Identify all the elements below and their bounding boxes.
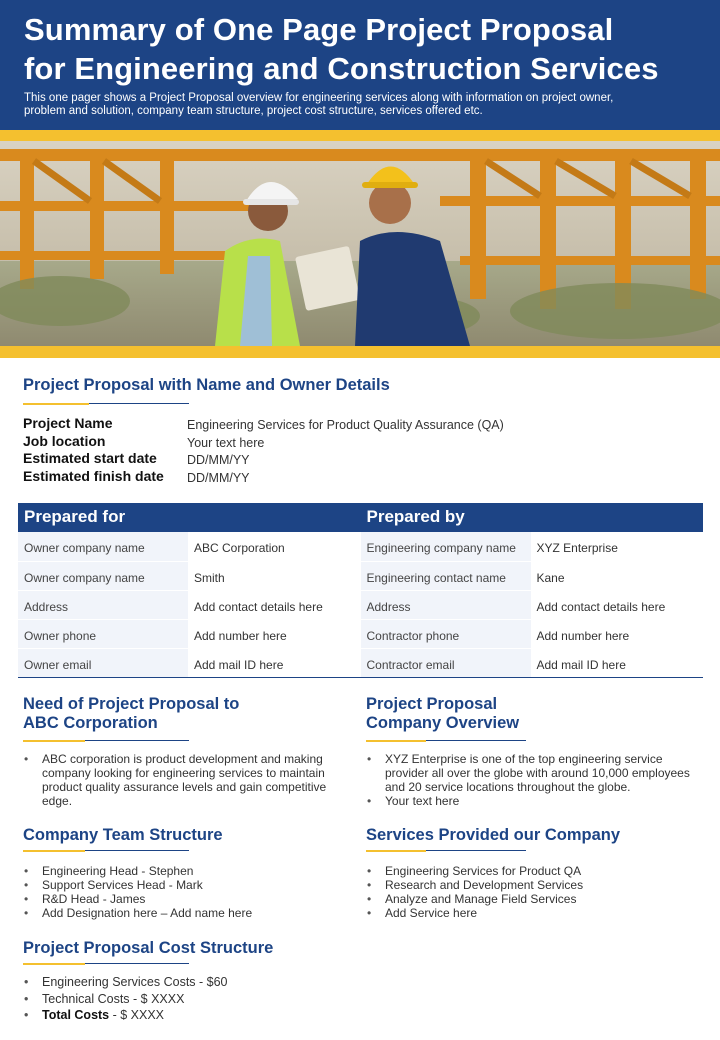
construction-workers-illustration [0, 141, 720, 346]
detail-value: Engineering Services for Product Quality Assurance (QA) [187, 418, 504, 432]
table-cell: Address [18, 591, 188, 619]
table-row [18, 619, 703, 648]
list-item: • Research and Development Services [366, 878, 701, 892]
detail-key: Project Name [23, 415, 113, 431]
table-cell: Engineering company name [361, 532, 531, 561]
need-bullets [23, 752, 333, 808]
subtitle-line-1: This one pager shows a Project Proposal overview for engineering services along with information on project owner, [24, 92, 614, 104]
services-bullets [366, 864, 701, 920]
table-cell: Add contact details here [531, 591, 704, 619]
table-cell: Owner phone [18, 620, 188, 648]
list-item: • Analyze and Manage Field Services [366, 892, 701, 906]
table-cell: Contractor phone [361, 620, 531, 648]
table-cell: Owner email [18, 649, 188, 677]
services-underline [366, 850, 526, 852]
prepared-by-header: Prepared by [366, 507, 465, 526]
table-row [18, 590, 703, 619]
cost-bullets [23, 974, 343, 1024]
accent-bar-top [0, 130, 720, 141]
list-item: • R&D Head - James [23, 892, 343, 906]
team-underline [23, 850, 189, 852]
table-cell: Engineering contact name [361, 562, 531, 590]
list-item: • XYZ Enterprise is one of the top engineering service provider all over the globe with around 10,000 employees and 20 service locations throughout the globe. [366, 752, 701, 794]
need-underline [23, 740, 189, 742]
list-item [23, 991, 343, 1008]
table-cell: XYZ Enterprise [531, 532, 704, 561]
table-cell: Add number here [531, 620, 704, 648]
detail-key: Job location [23, 432, 106, 449]
need-title-line-1: Need of Project Proposal to [23, 695, 240, 713]
owner-details-title: Project Proposal with Name and Owner Details [23, 376, 390, 394]
list-item: • Engineering Services for Product QA [366, 864, 701, 878]
overview-title-line-2: Company Overview [366, 714, 520, 732]
list-item: • Your text here [366, 794, 701, 808]
owner-details-underline [23, 403, 189, 405]
cost-underline [23, 963, 189, 965]
header-banner [0, 0, 720, 130]
list-item: • ABC corporation is product development and making company looking for engineering services to maintain product quality assurance levels and gain competitive edge. [23, 752, 333, 808]
need-title [23, 695, 239, 733]
table-row [18, 532, 703, 561]
prepared-table [18, 503, 703, 678]
need-title-line-2: ABC Corporation [23, 714, 158, 732]
list-item [23, 974, 343, 991]
subtitle-line-2: problem and solution, company team structure, project cost structure, services offered etc. [24, 105, 483, 117]
detail-value: Your text here [187, 435, 265, 450]
table-cell: Contractor email [361, 649, 531, 677]
list-item: • Engineering Head - Stephen [23, 864, 343, 878]
cost-title: Project Proposal Cost Structure [23, 939, 274, 957]
detail-key: Estimated start date [23, 450, 157, 466]
overview-title-line-1: Project Proposal [366, 695, 498, 713]
list-item: • Support Services Head - Mark [23, 878, 343, 892]
overview-bullets [366, 752, 701, 808]
detail-value: DD/MM/YY [187, 453, 250, 467]
accent-bar-bottom [0, 346, 720, 358]
table-cell: Owner company name [18, 562, 188, 590]
table-cell: Add mail ID here [188, 649, 361, 677]
prepared-for-header: Prepared for [24, 507, 126, 526]
table-cell: Add contact details here [188, 591, 361, 619]
team-title: Company Team Structure [23, 826, 223, 844]
table-cell: Kane [531, 562, 704, 590]
page-title [24, 10, 696, 88]
list-item [23, 1007, 343, 1024]
table-cell: Smith [188, 562, 361, 590]
list-item: • Add Service here [366, 906, 701, 920]
table-row [18, 561, 703, 590]
title-line-1: Summary of One Page Project Proposal [24, 12, 614, 47]
table-cell: Owner company name [18, 532, 188, 561]
table-cell: Add mail ID here [531, 649, 704, 677]
page-subtitle [24, 92, 696, 118]
table-row [18, 648, 703, 677]
title-line-2: for Engineering and Construction Services [24, 51, 659, 86]
table-cell: Add number here [188, 620, 361, 648]
detail-key: Estimated finish date [23, 467, 164, 484]
overview-title [366, 695, 519, 733]
hero-photo [0, 141, 720, 346]
detail-value: DD/MM/YY [187, 470, 250, 485]
prepared-table-header [18, 503, 703, 532]
table-cell: ABC Corporation [188, 532, 361, 561]
list-item: • Add Designation here – Add name here [23, 906, 343, 920]
cost-text: Technical Costs - $ XXXX [42, 991, 185, 1006]
cost-label: Total Costs [42, 1008, 110, 1022]
cost-text: - $ XXXX [109, 1008, 165, 1022]
services-title: Services Provided our Company [366, 826, 621, 844]
overview-underline [366, 740, 526, 742]
table-cell: Address [361, 591, 531, 619]
team-bullets [23, 864, 343, 920]
cost-text: Engineering Services Costs - $60 [42, 975, 228, 989]
